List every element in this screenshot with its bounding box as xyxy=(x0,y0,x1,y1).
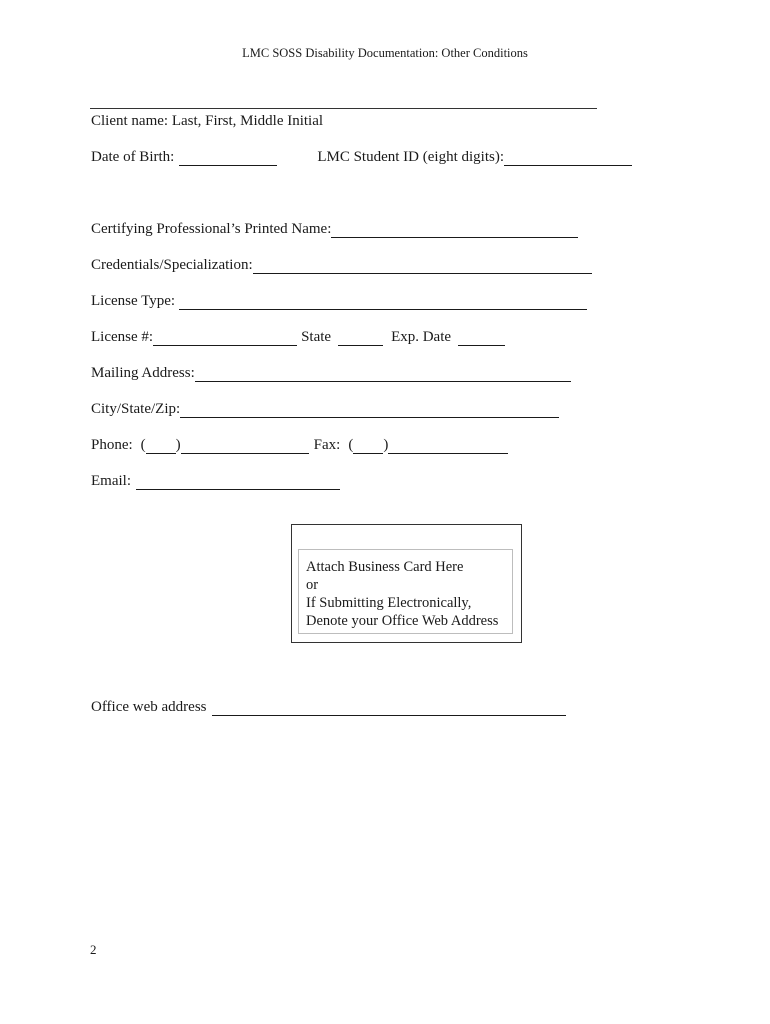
mailing-address-field[interactable] xyxy=(195,366,571,382)
email-row xyxy=(91,470,340,490)
dob-field[interactable] xyxy=(179,150,277,166)
exp-date-label: Exp. Date xyxy=(391,329,452,345)
client-name-field[interactable] xyxy=(90,108,597,109)
fax-area-close: ) xyxy=(383,437,389,453)
phone-area-code-field[interactable] xyxy=(146,438,176,454)
business-card-line-2: or xyxy=(306,577,319,593)
credentials-row xyxy=(91,254,592,274)
phone-fax-row xyxy=(91,434,508,454)
license-row xyxy=(91,326,505,346)
dob-label: Date of Birth: xyxy=(91,149,175,165)
client-name-row xyxy=(91,110,323,130)
business-card-line-4: Denote your Office Web Address xyxy=(306,613,499,629)
license-number-field[interactable] xyxy=(153,330,297,346)
fax-label: Fax: xyxy=(313,437,341,453)
student-id-field[interactable] xyxy=(504,150,632,166)
fax-number-field[interactable] xyxy=(388,438,508,454)
state-field[interactable] xyxy=(338,330,383,346)
office-web-address-field[interactable] xyxy=(212,700,566,716)
credentials-label: Credentials/Specialization: xyxy=(91,257,253,273)
page-header: LMC SOSS Disability Documentation: Other Conditions xyxy=(242,46,528,60)
phone-area-open: ( xyxy=(140,437,146,453)
dob-row xyxy=(91,146,632,166)
office-web-address-label: Office web address xyxy=(91,699,207,715)
certifying-name-field[interactable] xyxy=(331,222,578,238)
student-id-label: LMC Student ID (eight digits): xyxy=(317,149,504,165)
license-type-row xyxy=(91,290,587,310)
phone-area-close: ) xyxy=(175,437,181,453)
license-type-label: License Type: xyxy=(91,293,176,309)
credentials-field[interactable] xyxy=(253,258,592,274)
business-card-line-1: Attach Business Card Here xyxy=(306,559,464,575)
city-state-zip-row xyxy=(91,398,559,418)
certifying-name-label: Certifying Professional’s Printed Name: xyxy=(91,221,332,237)
email-label: Email: xyxy=(91,473,131,489)
certifying-row xyxy=(91,218,578,238)
license-type-field[interactable] xyxy=(179,294,587,310)
state-label: State xyxy=(301,329,332,345)
page-number: 2 xyxy=(90,942,97,957)
fax-area-code-field[interactable] xyxy=(353,438,383,454)
phone-label: Phone: xyxy=(91,437,133,453)
city-state-zip-field[interactable] xyxy=(180,402,559,418)
mailing-address-label: Mailing Address: xyxy=(91,365,195,381)
business-card-instructions xyxy=(298,549,513,634)
office-web-row xyxy=(91,696,566,716)
phone-number-field[interactable] xyxy=(181,438,309,454)
email-field[interactable] xyxy=(136,474,340,490)
client-name-label: Client name: Last, First, Middle Initial xyxy=(91,113,324,129)
fax-area-open: ( xyxy=(348,437,354,453)
business-card-line-3: If Submitting Electronically, xyxy=(306,595,472,611)
license-number-label: License #: xyxy=(91,329,154,345)
exp-date-field[interactable] xyxy=(458,330,505,346)
city-state-zip-label: City/State/Zip: xyxy=(91,401,181,417)
business-card-box xyxy=(291,524,522,643)
mailing-address-row xyxy=(91,362,571,382)
